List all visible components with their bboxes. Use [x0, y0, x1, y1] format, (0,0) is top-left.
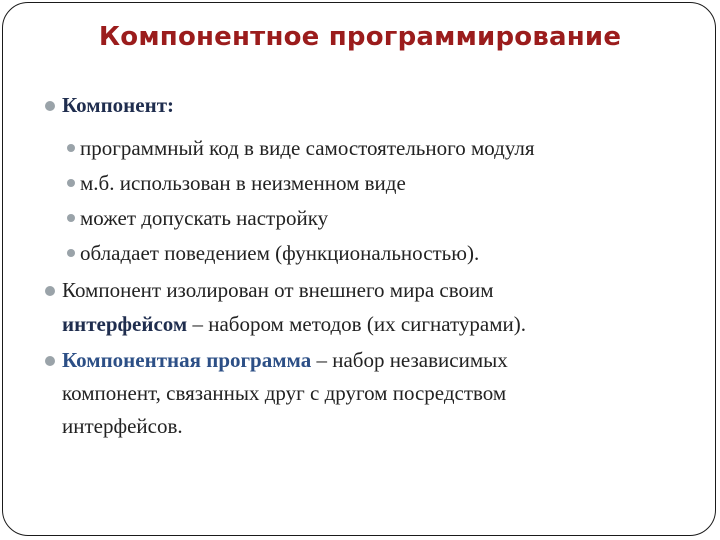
section-heading: Компонент: — [62, 93, 175, 117]
point-3-rest: – набор независимых — [311, 348, 508, 372]
bullet-dot — [67, 249, 75, 257]
point-3-line-2: компонент, связанных друг с другом посредством — [62, 381, 507, 405]
component-program-term: Компонентная программа — [62, 348, 312, 372]
point-2-rest: – набором методов (их сигнатурами). — [187, 312, 527, 336]
bullet-dot — [67, 214, 75, 222]
interface-term: интерфейсом — [62, 312, 188, 336]
slide-title: Компонентное программирование — [98, 22, 622, 52]
bullet-dot — [45, 286, 55, 296]
sub-item: обладает поведением (функциональностью). — [80, 241, 480, 265]
sub-item: м.б. использован в неизменном виде — [80, 171, 406, 195]
point-3-line-1 — [62, 344, 508, 377]
sub-item: может допускать настройку — [80, 206, 329, 230]
bullet-dot — [45, 356, 55, 366]
point-2-line-1: Компонент изолирован от внешнего мира своим — [62, 278, 494, 302]
point-3-line-3: интерфейсов. — [62, 414, 183, 438]
point-2-line-2 — [62, 308, 526, 341]
bullet-dot — [67, 179, 75, 187]
bullet-dot — [67, 144, 75, 152]
bullet-dot — [45, 101, 55, 111]
sub-item: программный код в виде самостоятельного модуля — [80, 136, 535, 160]
